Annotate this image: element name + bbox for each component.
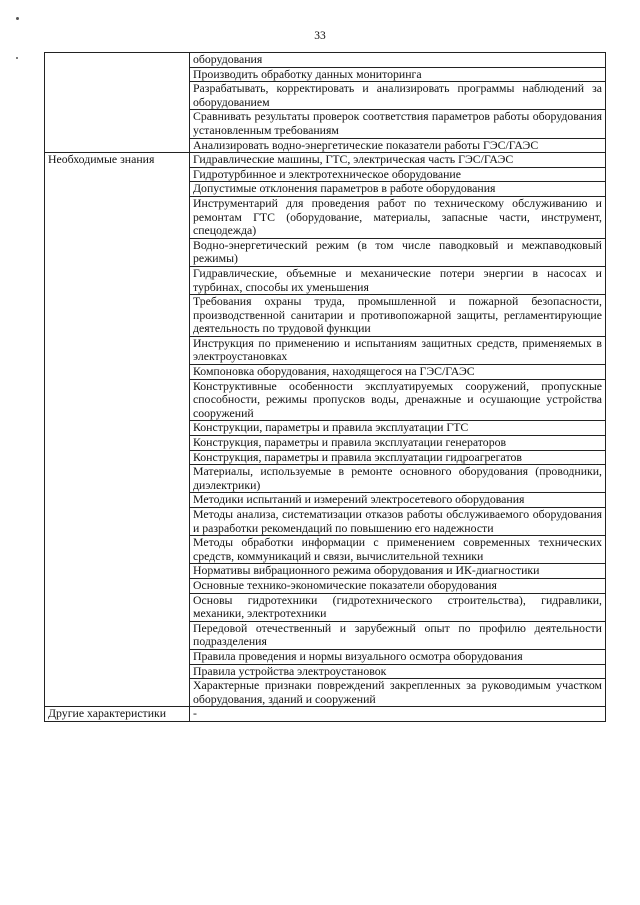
requirement-cell: Основы гидротехники (гидротехнического строительства), гидравлики, механики, электротехники <box>190 593 606 621</box>
requirement-cell: - <box>190 707 606 722</box>
requirement-cell: Сравнивать результаты проверок соответствия параметров работы оборудования установленным требованиям <box>190 110 606 138</box>
requirement-cell: Гидротурбинное и электротехническое оборудование <box>190 167 606 182</box>
requirement-cell: Гидравлические машины, ГТС, электрическая часть ГЭС/ГАЭС <box>190 153 606 168</box>
requirement-cell: Инструкция по применению и испытаниям защитных средств, применяемых в электроустановках <box>190 336 606 364</box>
requirement-cell: Компоновка оборудования, находящегося на ГЭС/ГАЭС <box>190 365 606 380</box>
requirement-cell: Передовой отечественный и зарубежный опыт по профилю деятельности подразделения <box>190 621 606 649</box>
requirement-cell: Инструментарий для проведения работ по техническому обслуживанию и ремонтам ГТС (оборудование, материалы, запасные части, инструмент, спецодежда) <box>190 196 606 238</box>
requirement-cell: Разрабатывать, корректировать и анализировать программы наблюдений за оборудованием <box>190 82 606 110</box>
requirement-cell: Основные технико-экономические показатели оборудования <box>190 578 606 593</box>
scan-speck <box>16 57 18 59</box>
category-cell: Другие характеристики <box>45 707 190 722</box>
requirement-cell: Материалы, используемые в ремонте основного оборудования (проводники, диэлектрики) <box>190 465 606 493</box>
requirement-cell: Водно-энергетический режим (в том числе паводковый и межпаводковый режимы) <box>190 238 606 266</box>
requirement-cell: Конструкция, параметры и правила эксплуатации генераторов <box>190 436 606 451</box>
requirement-cell: Методы обработки информации с применением современных технических средств, коммуникаций и связи, вычислительной техники <box>190 536 606 564</box>
table-row <box>45 707 606 722</box>
requirement-cell: Правила проведения и нормы визуального осмотра оборудования <box>190 649 606 664</box>
requirement-cell: Допустимые отклонения параметров в работе оборудования <box>190 182 606 197</box>
requirement-cell: Гидравлические, объемные и механические потери энергии в насосах и турбинах, способы их уменьшения <box>190 266 606 294</box>
requirement-cell: Конструкция, параметры и правила эксплуатации гидроагрегатов <box>190 450 606 465</box>
requirement-cell: оборудования <box>190 53 606 68</box>
requirement-cell: Нормативы вибрационного режима оборудования и ИК-диагностики <box>190 564 606 579</box>
qualification-table <box>44 52 606 722</box>
qualification-table-body <box>45 53 606 722</box>
requirement-cell: Конструктивные особенности эксплуатируемых сооружений, пропускные способности, режимы пропусков воды, дренажные и осушающие устройства сооружений <box>190 379 606 421</box>
scan-speck <box>16 17 19 20</box>
category-cell: Необходимые знания <box>45 153 190 707</box>
page-number: 33 <box>314 30 326 42</box>
requirement-cell: Правила устройства электроустановок <box>190 664 606 679</box>
requirement-cell: Требования охраны труда, промышленной и пожарной безопасности, производственной санитарии и противопожарной защиты, регламентирующие деятельность по трудовой функции <box>190 295 606 337</box>
requirement-cell: Конструкции, параметры и правила эксплуатации ГТС <box>190 421 606 436</box>
category-cell <box>45 53 190 153</box>
table-row <box>45 153 606 168</box>
requirement-cell: Характерные признаки повреждений закрепленных за руководимым участком оборудования, зданий и сооружений <box>190 679 606 707</box>
requirement-cell: Производить обработку данных мониторинга <box>190 67 606 82</box>
requirement-cell: Методы анализа, систематизации отказов работы обслуживаемого оборудования и разработки рекомендаций по повышению его надежности <box>190 508 606 536</box>
requirement-cell: Анализировать водно-энергетические показатели работы ГЭС/ГАЭС <box>190 138 606 153</box>
table-row <box>45 53 606 68</box>
requirement-cell: Методики испытаний и измерений электросетевого оборудования <box>190 493 606 508</box>
